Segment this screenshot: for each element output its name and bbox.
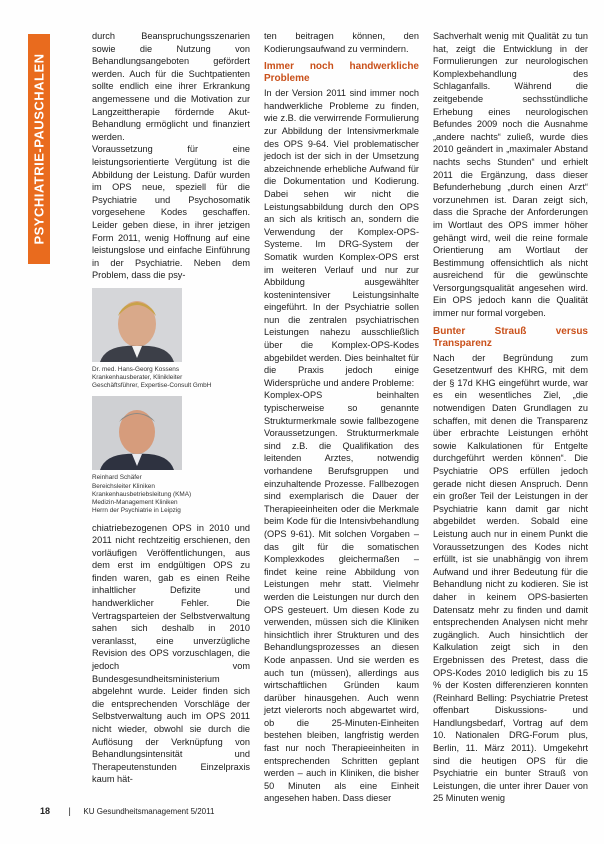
publication-name: KU Gesundheitsmanagement 5/2011	[83, 807, 215, 816]
paragraph: Komplex-OPS beinhalten typischerweise so genannte Strukturmerkmale sowie fallbezogene Voraussetzungen. Strukturmerkmale sind z.B. die Qualifikation des leitenden Arztes, notwendig vorhandene Berufsgruppen und einzuhaltende Prozesse. Fallbezogen sind exemplarisch die Dauer der Therapieeinheiten oder die Merkmale beim Kode für die Intensivbehandlung (OPS 9-61). Mit solchen Vorgaben – das gilt für die somatischen Komplexkodes gleichermaßen – findet keine reine Abbildung von Leistungen mehr statt. Vielmehr werden die Leistungen nur durch den OPS gesteuert. Um diesen Kode zu verwenden, müssen sich die Kliniken hinsichtlich ihrer Strukturen und des Behandlungsprozesses an diesen Kode anpassen. Und sie werden es auch tun (müssen), allerdings aus wirtschaftlichen Gründen kaum darüber hinausgehen. Auch wenn jetzt vielerorts noch abgewartet wird, ob die 25-Minuten-Einheiten bestehen bleiben, langfristig werden fast nur noch Therapieeinheiten in entsprechenden Schritten geplant werden – auch in Kliniken, die bisher 50 Minuten als eine Einheit angesehen haben. Dass dieser	[264, 390, 419, 804]
footer-divider: |	[68, 806, 71, 816]
text-column-3	[433, 30, 588, 805]
photo-caption: Reinhard Schäfer Bereichsleiter Kliniken Krankenhausbetriebsleitung (KMA) Medizin-Management Kliniken Herrn der Psychiatrie in Leipzig	[92, 474, 192, 515]
paragraph: Nach der Begründung zum Gesetzentwurf des KHRG, mit dem der § 17d KHG eingeführt wurde, war es ein wesentliches Ziel, „die notwendigen Daten Grundlagen zu schaffen, mit denen die Transparenz über erbrachte Leistungen erhöht sowie Kalkulationen für Entgelte durchgeführt werden können“. Die Psychiatrie OPS erfüllen jedoch gerade nicht diesen Anspruch. Denn ein großer Teil der Leistungen in der Psychiatrie kann damit gar nicht abgebildet werden. Sobald eine Leistung auch nur in einem Punkt die Voraussetzungen des Kodes nicht erfüllt, ist sie unabhängig von ihrem Aufwand und ihrer Bedeutung für die Behandlung nicht zu kodieren. Sie ist daher in keinem OPS-basierten Datensatz mehr zu finden und damit entsprechenden Analysen nicht mehr zugänglich. Auch hinsichtlich der Kalkulation zeigt sich in den Ergebnissen des Pretest, dass die OPS-Kodes 2010 lediglich bis zu 15 % der Kosten differenzieren konnten (Reinhard Belling: Psychiatrie Pretest offenbart Diskussions- und Handlungsbedarf, Vortrag auf dem 10. Nationalen DRG-Forum plus, Berlin, 11. März 2011). Umgekehrt sind die heutigen OPS für die Psychiatrie ein bunter Strauß von Leistungen, die unter ihrer Dauer von 25 Minuten wenig	[433, 352, 588, 804]
text-column-1	[92, 30, 250, 786]
portrait-image	[92, 396, 182, 470]
paragraph: ten beitragen können, den Kodierungsaufwand zu vermindern.	[264, 31, 419, 54]
portrait-image	[92, 288, 182, 362]
page-footer	[40, 806, 214, 816]
paragraph: Sachverhalt wenig mit Qualität zu tun hat, zeigt die Entwicklung in der Formulierungen zur neurologischen Komplexbehandlung des Schlaganfalls. Während die zeitgebende sechsstündliche Erhebung eines neurologischen Befundes 2009 noch die Ausnahme „andere nachts“ zuließ, wurde dies 2010 geändert in „maximaler Abstand nachts sechs Stunden“ und erhielt 2011 die Ergänzung, dass dieser Befunderhebung „durch einen Arzt“ vorzunehmen ist. Daran zeigt sich, dass die Sprache der Anforderungen im Wortlaut des OPS immer höher gehängt wird, weil die reine formale Orientierung am Wortlaut der Bestimmung offensichtlich als nicht ausreichend für die gewünschte Versorgungsqualität angesehen wird. Ein OPS jedoch kann die Qualität immer nur formal vorgeben.	[433, 31, 588, 319]
paragraph: In der Version 2011 sind immer noch handwerkliche Probleme zu finden, wie z.B. die verwirrende Formulierung zur Abbildung der Intensivmerkmale des OPS 9-64. Viel problematischer jedoch ist der sich in der Umsetzung abzeichnende erhebliche Aufwand für die Dokumentation und Kodierung. Dabei sehen wir nicht die Leistungsabbildung durch den OPS an sich als kritisch an, sondern die Verwendung der Komplex-OPS-Systeme. Im DRG-System der Somatik wurden Komplex-OPS erst im weiteren Verlauf und nur zur Abbildung ausgewählter kostenintensiver Leistungsinhalte eingeführt. In der Psychiatrie sollen nun die zentralen psychiatrischen Leistungen nahezu ausschließlich über die Komplex-OPS-Kodes abgebildet werden. Dies beinhaltet für die Praxis jedoch einige Widersprüche und andere Probleme:	[264, 88, 419, 388]
section-side-tab	[28, 34, 50, 264]
text-column-2	[264, 30, 419, 805]
portrait-photo-kossens	[92, 288, 182, 362]
section-heading: Bunter Strauß versus Transparenz	[433, 325, 588, 349]
paragraph: chiatriebezogenen OPS in 2010 und 2011 nicht rechtzeitig erschienen, den vorläufigen Veröffentlichungen, aus dem erst im endgültigen OPS zu finden waren, gab es einen Reihe inhaltlicher Defizite und handwerklicher Fehler. Die Vertragsparteien der Selbstverwaltung sahen sich deshalb in 2010 veranlasst, eine unverzügliche Revision des OPS vorzuschlagen, die jedoch vom Bundesgesundheitsministerium abgelehnt wurde. Leider finden sich die entsprechenden Vorschläge der Selbstverwaltung auch im OPS 2011 nicht wieder, obwohl sie durch die Auflösung der Verknüpfung von Behandlungsintensität und Therapeutenstunden Einzelpraxis kaum hät-	[92, 522, 250, 785]
page-number: 18	[40, 806, 51, 816]
paragraph: Voraussetzung für eine leistungsorientierte Vergütung ist die Abbildung der Leistung. Dafür wurden im OPS neue, speziell für die Psychiatrie und Psychosomatik vorgesehene Kodes geschaffen. Leider geben diese, in ihrer jetzigen Form 2011, wenig Hoffnung auf eine leistungslose und einfache Einführung in der Psychiatrie. Neben dem Problem, dass die psy-	[92, 144, 250, 281]
photo-caption: Dr. med. Hans-Georg Kossens Krankenhausberater, Klinikleiter Geschäftsführer, Expertise-Consult GmbH	[92, 365, 212, 390]
paragraph: durch Beanspruchungsszenarien sowie die Nutzung von Behandlungsangeboten gefördert werden. Auch für die Suchtpatienten sollte endlich eine ihrer Erkrankung angemessene und die Motivation zur Langzeittherapie fördernde Akut-Behandlung ermöglicht und finanziert werden.	[92, 31, 250, 142]
section-side-tab-label: PSYCHIATRIE-PAUSCHALEN	[31, 53, 47, 245]
section-heading: Immer noch handwerkliche Probleme	[264, 61, 419, 85]
portrait-photo-schaefer	[92, 396, 182, 470]
